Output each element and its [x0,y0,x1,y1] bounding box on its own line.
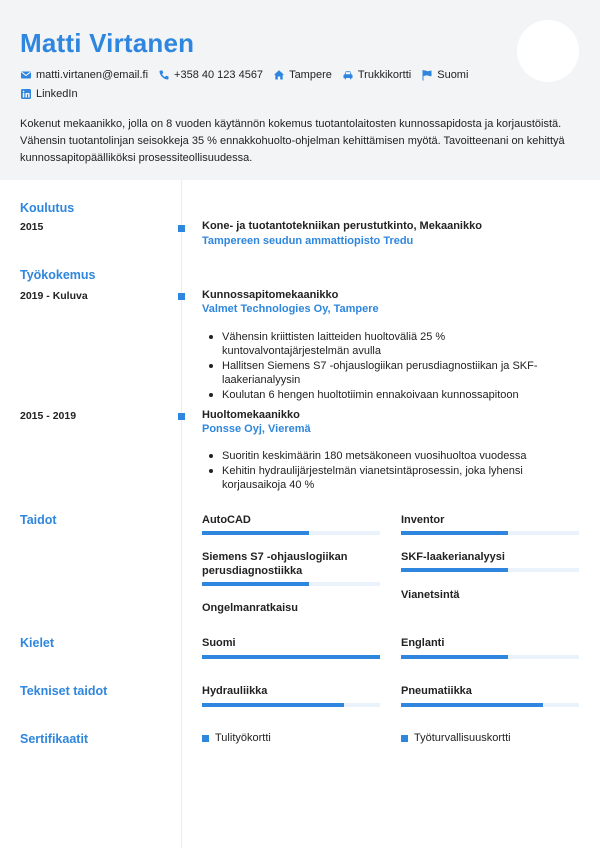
contact-linkedin[interactable] [20,88,78,100]
contact-row-primary [20,69,478,81]
technical-skill-level-fill [202,703,344,707]
technical-skill-level-bar [401,703,579,707]
phone-icon [158,69,170,81]
skill-name: Vianetsintä [401,589,460,601]
certificate-name: Tulityökortti [215,732,271,744]
technical-skill-name: Hydrauliikka [202,685,268,697]
education-school: Tampereen seudun ammattiopisto Tredu [202,235,414,247]
contact-license-text: Trukkikortti [357,69,412,81]
section-title-certificates: Sertifikaatit [20,732,89,746]
contact-nationality-text: Suomi [437,69,469,81]
job-date: 2015 - 2019 [20,410,77,422]
contact-license [342,69,411,81]
education-degree: Kone- ja tuotantotekniikan perustutkinto, Mekaanikko [202,220,482,232]
certificate-marker [202,735,209,742]
education-date: 2015 [20,221,44,233]
timeline-marker [178,413,185,420]
contact-row-secondary [20,88,88,100]
language-level-bar [401,655,579,659]
job-company: Valmet Technologies Oy, Tampere [202,303,379,315]
certificate-item [401,732,511,744]
profile-photo-placeholder [517,20,579,82]
contact-nationality [421,69,468,81]
section-title-technical-skills: Tekniset taidot [20,684,108,698]
certificate-marker [401,735,408,742]
skill-name: AutoCAD [202,514,251,526]
section-title-experience: Työkokemus [20,268,96,282]
language-name: Suomi [202,637,236,649]
section-title-education: Koulutus [20,201,75,215]
job-achievements [222,330,567,403]
contact-city-text: Tampere [289,69,332,81]
language-level-bar [202,655,380,659]
certificate-name: Työturvallisuuskortti [414,732,511,744]
skill-level-bar [202,531,380,535]
contact-phone-text: +358 40 123 4567 [174,69,264,81]
skill-name: Ongelmanratkaisu [202,602,298,614]
section-title-languages: Kielet [20,636,55,650]
envelope-icon [20,69,32,81]
skill-level-bar [401,568,579,572]
home-icon [273,69,285,81]
job-achievements [222,449,567,493]
list-item: Koulutan 6 hengen huoltotiimin ennakoivaan kunnossapitoon [222,388,567,402]
language-name: Englanti [401,637,445,649]
contact-phone[interactable] [158,69,263,81]
language-level-fill [401,655,508,659]
job-title: Huoltomekaanikko [202,409,300,421]
language-level-fill [202,655,380,659]
skill-level-fill [401,568,508,572]
contact-linkedin-text: LinkedIn [36,88,78,100]
flag-icon [421,69,433,81]
job-company: Ponsse Oyj, Vieremä [202,423,311,435]
contact-city [273,69,332,81]
technical-skill-level-bar [202,703,380,707]
list-item: Vähensin kriittisten laitteiden huoltoväliä 25 % kuntovalvontajärjestelmän avulla [222,330,567,358]
certificate-item [202,732,271,744]
contact-email-text: matti.virtanen@email.fi [36,69,149,81]
job-title: Kunnossapitomekaanikko [202,289,339,301]
timeline-divider [181,180,182,848]
list-item: Hallitsen Siemens S7 -ohjauslogiikan perusdiagnostiikan ja SKF-laakerianalyysin [222,359,567,387]
skill-name: SKF-laakerianalyysi [401,551,505,563]
car-icon [342,69,354,81]
list-item: Suoritin keskimäärin 180 metsäkoneen vuosihuoltoa vuodessa [222,449,567,463]
technical-skill-level-fill [401,703,543,707]
skill-level-fill [202,531,309,535]
skill-name: Siemens S7 -ohjauslogiikan perusdiagnostiikka [202,551,348,577]
timeline-marker [178,225,185,232]
skill-level-bar [202,582,380,586]
profile-summary: Kokenut mekaanikko, jolla on 8 vuoden käytännön kokemus tuotantolaitosten kunnossapidosta ja korjaustöistä. Vähensin tuotantolinjan seisokkeja 35 % ennakkohuolto-ohjelman kehittämisen myötä. Tavoitteenani on kehittyä kunnossapitopäälliköksi prosessiteollisuudessa. [20,118,565,164]
job-date: 2019 - Kuluva [20,290,88,302]
person-name: Matti Virtanen [20,28,195,58]
technical-skill-name: Pneumatiikka [401,685,472,697]
skill-level-bar [401,531,579,535]
contact-email[interactable] [20,69,148,81]
section-title-skills: Taidot [20,513,57,527]
list-item: Kehitin hydraulijärjestelmän vianetsintäprosessin, joka lyhensi korjausaikoja 40 % [222,464,567,492]
linkedin-icon [20,88,32,100]
timeline-marker [178,293,185,300]
skill-level-fill [202,582,309,586]
skill-level-fill [401,531,508,535]
skill-name: Inventor [401,514,445,526]
